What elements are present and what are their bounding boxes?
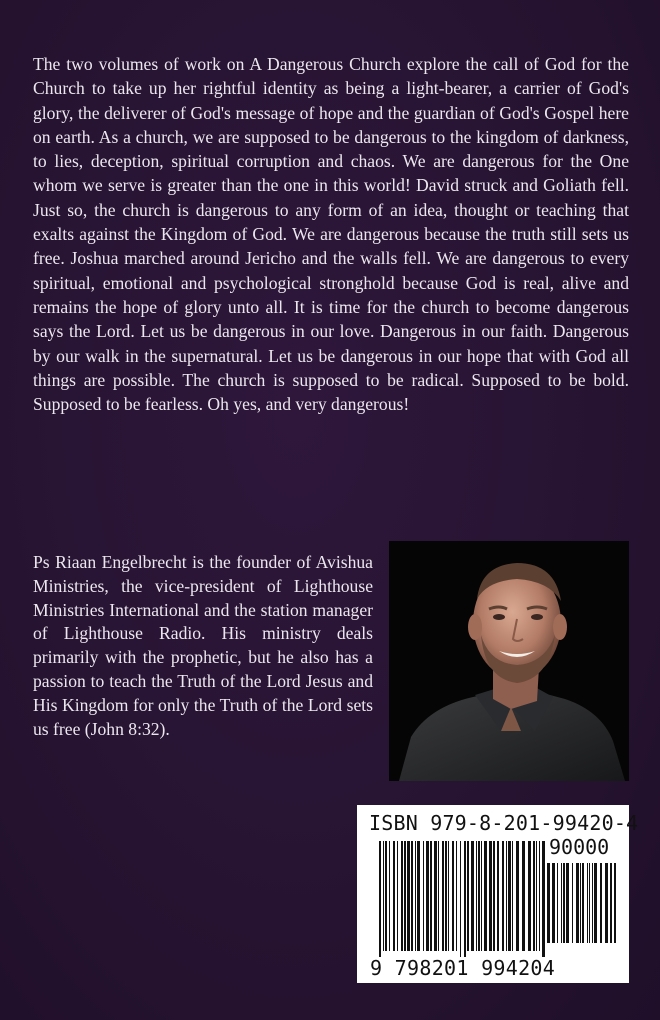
barcode-bars xyxy=(379,841,545,957)
price-code: 90000 xyxy=(549,835,610,859)
author-bio: Ps Riaan Engelbrecht is the founder of Avishua Ministries, the vice-president of Lighthouse Ministries International and the station manager of Lighthouse Radio. His ministry deals primarily with the prophetic, but he also has a passion to teach the Truth of the Lord Jesus and His Kingdom for only the Truth of the Lord sets us free (John 8:32). xyxy=(33,552,373,739)
price-barcode-bars xyxy=(547,863,617,949)
author-photo xyxy=(389,541,629,781)
isbn-barcode xyxy=(357,805,639,983)
isbn-label: ISBN 979-8-201-99420-4 xyxy=(369,811,639,835)
book-blurb: The two volumes of work on A Dangerous Church explore the call of God for the Church to take up her rightful identity as being a light-bearer, a carrier of God's glory, the deliverer of God's message of hope and the guardian of God's Gospel here on earth. As a church, we are supposed to be dangerous to the kingdom of darkness, to lies, deception, spiritual corruption and chaos. We are dangerous for the One whom we serve is greater than the one in this world! David struck and Goliath fell. Just so, the church is dangerous to any form of an idea, thought or teaching that exalts against the Kingdom of God. We are dangerous because the truth still sets us free. Joshua marched around Jericho and the walls fell. We are dangerous to every spiritual, emotional and psychological stronghold because God is real, alive and remains the hope of glory unto all. It is time for the church to become dangerous says the Lord. Let us be dangerous in our love. Dangerous in our faith. Dangerous by our walk in the supernatural. Let us be dangerous in our hope that with God all things are possible. The church is supposed to be radical. Supposed to be bold. Supposed to be fearless. Oh yes, and very dangerous! xyxy=(33,54,629,415)
barcode-digits: 9 798201 994204 xyxy=(370,956,556,980)
